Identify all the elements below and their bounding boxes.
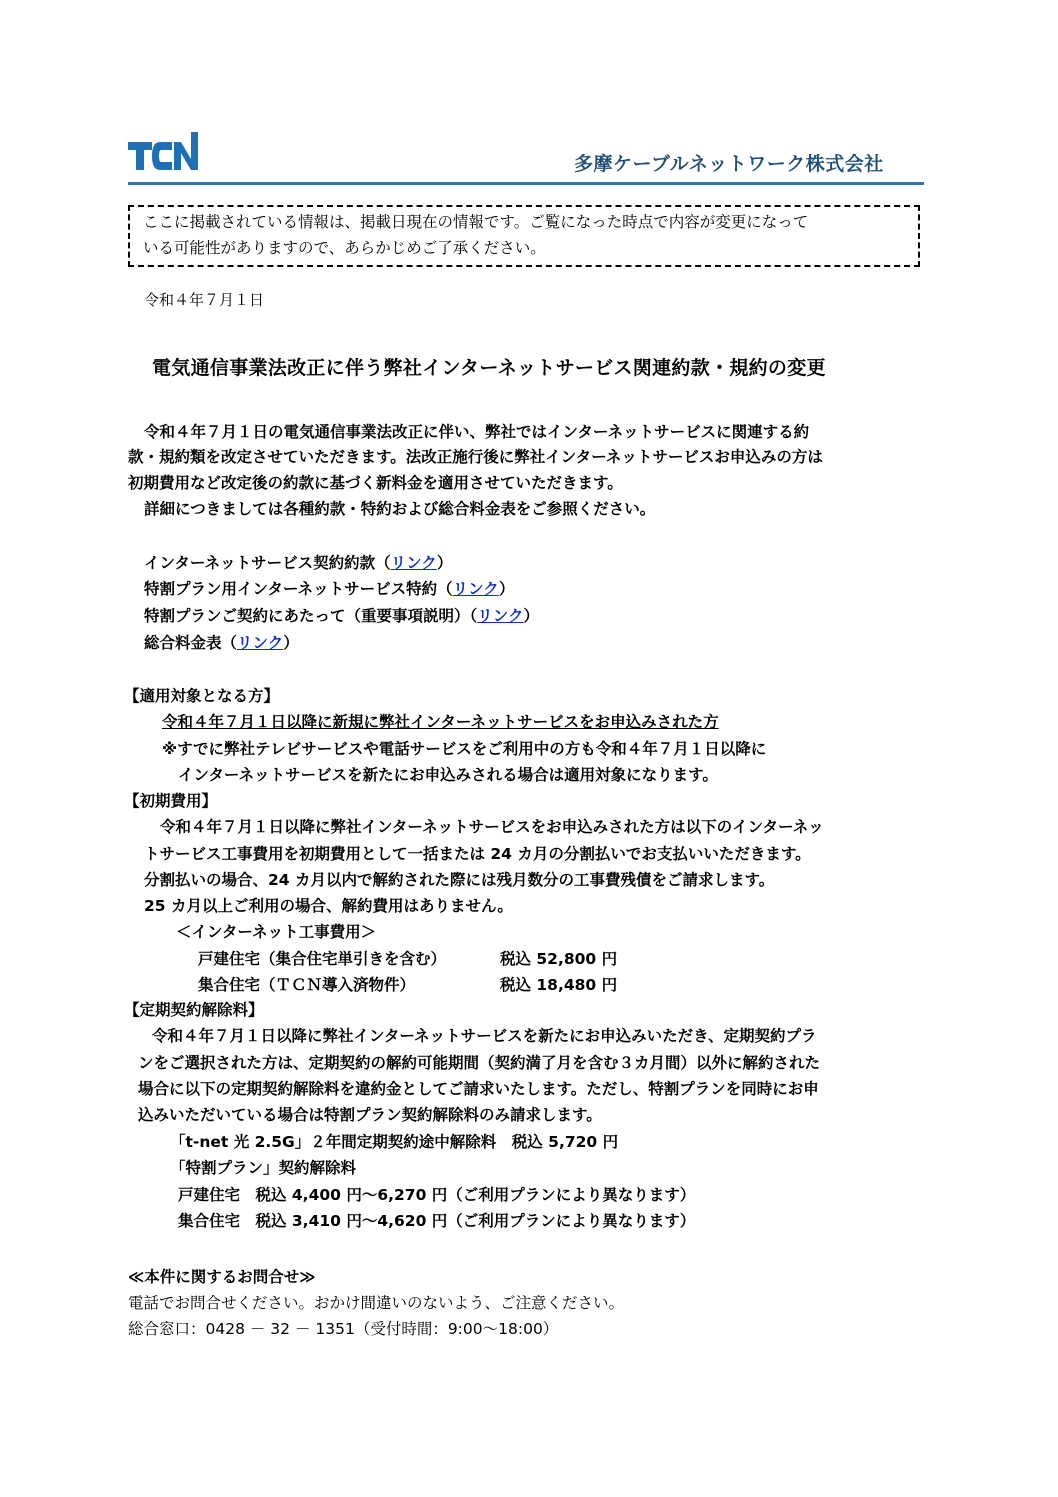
target-note-2: インターネットサービスを新たにお申込みされる場合は適用対象になります。: [178, 766, 718, 784]
initial-line-2: トサービス工事費用を初期費用として一括または 24 カ月の分割払いでお支払いいただきます。: [144, 845, 811, 863]
document-suffix: ）: [283, 634, 299, 652]
tokuwari-apartment: 集合住宅 税込 3,410 円～4,620 円（ご利用プランにより異なります）: [178, 1212, 696, 1230]
contact-line-2: 総合窓口：0428 － 32 － 1351（受付時間：9:00～18:00）: [128, 1320, 559, 1338]
contact-line-1: 電話でお問合せください。おかけ間違いのないよう、ご注意ください。: [128, 1294, 625, 1312]
intro-line-3: 初期費用など改定後の約款に基づく新料金を適用させていただきます。: [128, 474, 623, 492]
company-name: 多摩ケーブルネットワーク株式会社: [574, 153, 884, 175]
fee-house-label: 戸建住宅（集合住宅単引きを含む）: [198, 950, 447, 968]
fee-apartment-price: 税込 18,480 円: [500, 976, 618, 994]
initial-line-4: 25 カ月以上ご利用の場合、解約費用はありません。: [144, 897, 513, 915]
contact-heading: ≪本件に関するお問合せ≫: [128, 1268, 316, 1286]
important-notes-link[interactable]: リンク: [477, 607, 524, 625]
disclaimer-line-1: ここに掲載されている情報は、掲載日現在の情報です。ご覧になった時点で内容が変更になって: [143, 213, 809, 231]
fee-title: ＜インターネット工事費用＞: [176, 923, 377, 941]
page-title: 電気通信事業法改正に伴う弊社インターネットサービス関連約款・規約の変更: [152, 357, 826, 379]
document-label: 特割プランご契約にあたって（重要事項説明）（: [144, 607, 478, 625]
header-rule: [128, 182, 924, 185]
target-main: 令和４年７月１日以降に新規に弊社インターネットサービスをお申込みされた方: [162, 713, 719, 731]
initial-line-3: 分割払いの場合、24 カ月以内で解約された際には残月数分の工事費残債をご請求します。: [144, 871, 775, 889]
document-suffix: ）: [498, 580, 515, 598]
special-plan-terms-link[interactable]: リンク: [452, 580, 499, 598]
target-note-1: ※すでに弊社テレビサービスや電話サービスをご利用中の方も令和４年７月１日以降に: [162, 740, 767, 758]
tokuwari-heading: 「特割プラン」契約解除料: [170, 1159, 357, 1177]
fee-house-price: 税込 52,800 円: [500, 950, 618, 968]
initial-line-1: 令和４年７月１日以降に弊社インターネットサービスをお申込みされた方は以下のインターネッ: [160, 818, 824, 836]
document-item: [144, 604, 539, 626]
document-label: 特割プラン用インターネットサービス特約（: [144, 580, 453, 598]
document-item: [144, 631, 299, 653]
initial-cost-heading: 【初期費用】: [124, 792, 218, 810]
disclaimer-line-2: いる可能性がありますので、あらかじめご了承ください。: [143, 239, 546, 257]
cancel-line-3: 場合に以下の定期契約解除料を違約金としてご請求いたします。ただし、特割プランを同時にお申: [138, 1080, 819, 1098]
cancel-line-4: 込みいただいている場合は特割プラン契約解除料のみ請求します。: [138, 1106, 602, 1124]
tnet-fee: 「t-net 光 2.5G」２年間定期契約途中解除料 税込 5,720 円: [170, 1133, 619, 1151]
document-suffix: ）: [436, 554, 453, 572]
document-label: 総合料金表（: [144, 634, 238, 652]
contract-terms-link[interactable]: リンク: [390, 554, 437, 572]
document-item: [144, 551, 452, 573]
intro-line-1: 令和４年７月１日の電気通信事業法改正に伴い、弊社ではインターネットサービスに関連する約: [144, 423, 810, 441]
cancel-line-2: ンをご選択された方は、定期契約の解約可能期間（契約満了月を含む３カ月間）以外に解約された: [138, 1054, 821, 1072]
fee-apartment-label: 集合住宅（ＴＣＮ導入済物件）: [198, 976, 416, 994]
tokuwari-house: 戸建住宅 税込 4,400 円～6,270 円（ご利用プランにより異なります）: [178, 1186, 696, 1204]
intro-line-2: 款・規約類を改定させていただきます。法改正施行後に弊社インターネットサービスお申込みの方は: [128, 448, 823, 466]
price-table-link[interactable]: リンク: [237, 634, 284, 652]
document-label: インターネットサービス契約約款（: [144, 554, 391, 572]
cancel-heading: 【定期契約解除料】: [124, 1001, 264, 1019]
target-heading: 【適用対象となる方】: [124, 687, 280, 705]
tcn-logo: [128, 132, 202, 172]
document-suffix: ）: [523, 607, 539, 625]
cancel-line-1: 令和４年７月１日以降に弊社インターネットサービスを新たにお申込みいただき、定期契約プラ: [152, 1027, 817, 1045]
publish-date: 令和４年７月１日: [144, 291, 265, 309]
document-item: [144, 577, 514, 599]
intro-line-4: 詳細につきましては各種約款・特約および総合料金表をご参照ください。: [144, 500, 656, 518]
